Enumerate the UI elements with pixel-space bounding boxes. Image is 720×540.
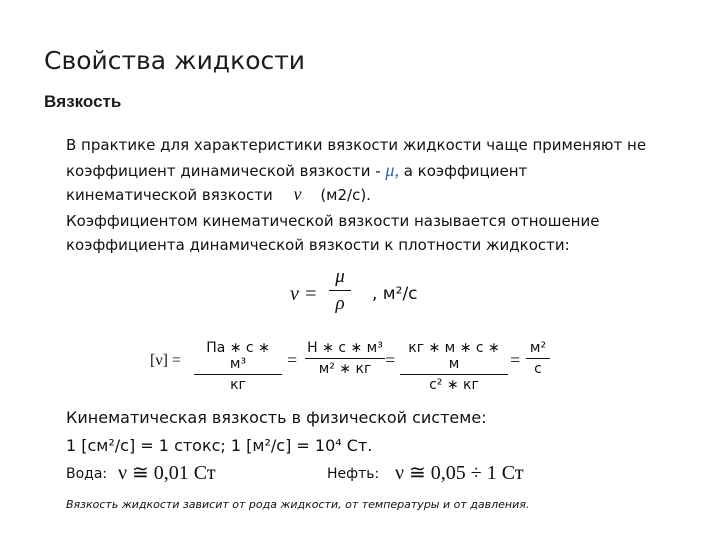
page-title: Свойства жидкости — [44, 46, 306, 75]
formula1-denominator: ρ — [329, 290, 351, 315]
paragraph-line-3-start: кинематической вязкости — [66, 186, 273, 204]
formula2-equals-2: = — [385, 350, 396, 370]
mu-symbol: μ, — [385, 160, 399, 180]
paragraph-line-2-start: коэффициент динамической вязкости - — [66, 162, 386, 180]
formula2-f1-numerator: Па ∗ с ∗ м³ — [206, 340, 270, 372]
paragraph-line-4: Коэффициентом кинематической вязкости называется отношение — [66, 212, 600, 230]
formula1-numerator: μ — [335, 266, 345, 287]
nu-symbol: ν — [293, 184, 302, 204]
formula1-units: , м²/с — [372, 284, 418, 304]
formula2-f4-denominator: с — [526, 358, 550, 377]
paragraph-line-2-end: а коэффициент — [398, 162, 528, 180]
formula2-f3-numerator: кг ∗ м ∗ с ∗ м — [408, 340, 500, 372]
section-subtitle: Вязкость — [44, 92, 122, 111]
formula2-fraction-1 — [194, 340, 282, 393]
oil-label: Нефть: — [327, 466, 380, 482]
formula1-lhs: ν = — [290, 283, 318, 305]
formula2-f4-numerator: м² — [529, 340, 547, 356]
formula2-f2-denominator: м² ∗ кг — [305, 358, 385, 377]
paragraph-line-3 — [66, 184, 371, 205]
formula2-lhs: [ν] = — [150, 352, 181, 369]
formula1-fraction — [329, 266, 351, 315]
footnote: Вязкость жидкости зависит от рода жидкости, от температуры и от давления. — [66, 498, 530, 511]
formula2-equals-1: = — [287, 350, 298, 370]
paragraph-line-1: В практике для характеристики вязкости жидкости чаще применяют не — [66, 136, 647, 154]
formula2-f2-numerator: Н ∗ с ∗ м³ — [307, 340, 383, 356]
formula2-fraction-3 — [400, 340, 508, 393]
section2-line-2: 1 [см²/с] = 1 стокс; 1 [м²/с] = 10⁴ Ст. — [66, 436, 373, 455]
section2-line-1: Кинематическая вязкость в физической системе: — [66, 408, 487, 427]
formula2-fraction-4 — [526, 340, 550, 377]
paragraph-line-2 — [66, 160, 527, 181]
formula2-fraction-2 — [305, 340, 385, 377]
units-text: (м2/с). — [320, 186, 371, 204]
formula2-f3-denominator: с² ∗ кг — [400, 374, 508, 393]
oil-value: ν ≅ 0,05 ÷ 1 Ст — [395, 462, 524, 484]
formula2-f1-denominator: кг — [194, 374, 282, 393]
water-value: ν ≅ 0,01 Ст — [118, 462, 216, 484]
water-label: Вода: — [66, 466, 108, 482]
paragraph-line-5: коэффициента динамической вязкости к плотности жидкости: — [66, 236, 570, 254]
formula2-equals-3: = — [510, 350, 521, 370]
